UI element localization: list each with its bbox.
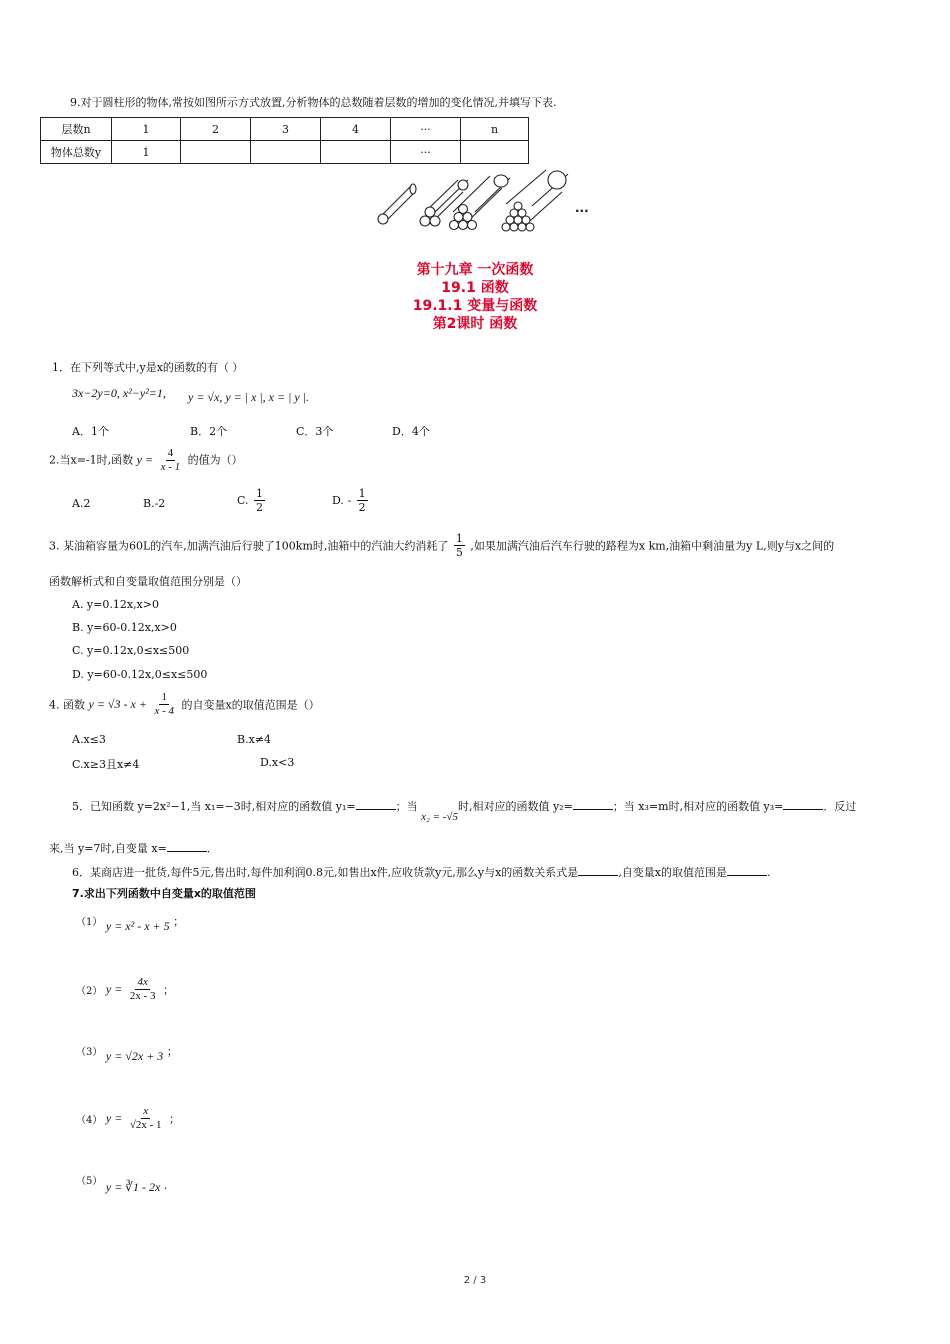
q7-item-3 [76, 1043, 178, 1063]
q2-fraction-den: x - 1 [160, 461, 181, 473]
frac-den: 2 [256, 501, 264, 514]
figure-ellipsis: ··· [575, 204, 589, 218]
table-cell [461, 141, 529, 164]
q2-option-c-label: C. [237, 494, 249, 507]
q5-line2 [49, 840, 218, 856]
frac-den: x - 4 [154, 705, 174, 717]
q5-line2-text: 来,当 y=7时,自变量 x= [49, 842, 167, 855]
q5-x2-expression: x₂ = -√5 [421, 811, 458, 823]
answer-blank[interactable] [167, 841, 207, 852]
frac-num: x [143, 1105, 149, 1117]
q9-prompt: 9.对于圆柱形的物体,常按如图所示方式放置,分析物体的总数随着层数的增加的变化情况,并填写下表. [70, 96, 557, 109]
q2-option-c [237, 488, 267, 513]
q3-line1-post: ,如果加满汽油后汽车行驶的路程为x km,油箱中剩油量为y L,则y与x之间的 [470, 539, 835, 553]
q2-fraction [159, 448, 183, 473]
q7-item-5 [76, 1172, 168, 1194]
q3-fraction [454, 533, 465, 558]
q3-option-d: D. y=60-0.12x,0≤x≤500 [72, 668, 208, 681]
q2-fraction-num: 4 [167, 447, 174, 459]
table-cell: 4 [321, 118, 391, 141]
q3-option-b: B. y=60-0.12x,x>0 [72, 621, 177, 634]
table-row [41, 118, 529, 141]
q5-line2-end: ． [206, 842, 218, 855]
item-tail: ； [162, 983, 174, 997]
q4-option-b: B.x≠4 [237, 733, 271, 746]
table-cell [321, 141, 391, 164]
item-tail: ； [173, 915, 185, 928]
q4-stem-pre: 4. 函数 [49, 698, 85, 712]
item-expression: y = √2x + 3 [105, 1049, 164, 1063]
q5-line1 [72, 798, 857, 823]
q2-option-a: A.2 [72, 497, 91, 510]
item-tail: ； [166, 1045, 178, 1058]
q4-option-c: C.x≥3且x≠4 [72, 758, 140, 771]
q7-item-4 [76, 1106, 180, 1131]
answer-blank[interactable] [783, 799, 823, 810]
frac-num: 1 [455, 532, 463, 545]
item-expression: y = x² - x + 5 [105, 919, 170, 933]
table-cell: 1 [112, 141, 181, 164]
q5-part-c: 时,相对应的函数值 y₂= [457, 800, 573, 813]
section-title: 19.1 函数 [441, 280, 509, 296]
item-fraction [128, 977, 158, 1002]
table-row [41, 141, 529, 164]
q2-option-b: B.-2 [143, 497, 166, 510]
page-number: 2 / 3 [463, 1275, 487, 1286]
q2-fn-lhs: y = [136, 452, 154, 467]
subsection-title: 19.1.1 变量与函数 [412, 298, 538, 314]
q5-part-e: ．反过 [823, 800, 857, 813]
q4-option-a: A.x≤3 [72, 733, 106, 746]
q6-text [72, 864, 771, 880]
answer-blank[interactable] [578, 865, 618, 876]
q7-item-1 [76, 913, 185, 933]
q1-option-a: A．1个 [72, 425, 109, 438]
stack-1-icon [378, 184, 416, 224]
q6-part-a: 6．某商店进一批货,每件5元,售出时,每件加利润0.8元,如售出x件,应收货款y元,那么y与x的函数关系式是 [72, 866, 579, 879]
frac-num: 1 [161, 691, 167, 703]
q6-part-b: ,自变量x的取值范围是 [618, 866, 728, 879]
table-cell: ··· [391, 141, 461, 164]
item-tail: . [163, 1179, 168, 1192]
q2-option-d-label: D. [332, 494, 344, 507]
table-cell: 物体总数y [41, 141, 112, 164]
lesson-title: 第2课时 函数 [432, 316, 518, 332]
item-label: （2） [76, 986, 103, 997]
table-cell: n [461, 118, 529, 141]
stack-4-icon [502, 170, 568, 231]
q7-item-2 [76, 977, 174, 1002]
q5-part-a: 5．已知函数 y=2x²−1,当 x₁=−3时,相对应的函数值 y₁= [72, 800, 356, 813]
q2-stem-post: 的值为（） [187, 453, 243, 467]
item-tail: ； [169, 1112, 181, 1126]
item-lhs: y = [105, 982, 123, 996]
q1-option-d: D．4个 [392, 425, 430, 438]
q3-line1 [49, 533, 834, 558]
item-fraction [128, 1106, 164, 1131]
answer-blank[interactable] [573, 799, 613, 810]
item-label: （4） [76, 1115, 103, 1126]
q2-stem [49, 448, 243, 473]
frac-num: 4x [137, 976, 148, 988]
answer-blank[interactable] [356, 799, 396, 810]
q2-option-d-minus: - [347, 494, 352, 507]
q4-stem-post: 的自变量x的取值范围是（） [181, 698, 320, 712]
frac-den: 2 [358, 501, 366, 514]
q2-option-c-frac [254, 488, 265, 513]
frac-num: 1 [256, 487, 264, 500]
item-lhs: y = [105, 1111, 123, 1125]
q4-option-d: D.x<3 [260, 756, 295, 769]
q3-line2: 函数解析式和自变量取值范围分别是（） [49, 575, 247, 588]
frac-num: 1 [358, 487, 366, 500]
q1-equations-a: 3x−2y=0, x²−y²=1, [72, 386, 166, 400]
q5-part-b: ；当 [395, 800, 418, 813]
table-cell: 3 [251, 118, 321, 141]
q4-stem [49, 692, 320, 717]
chapter-title: 第十九章 一次函数 [416, 262, 534, 278]
q1-stem: 1．在下列等式中,y是x的函数的有（ ） [52, 361, 244, 374]
q6-part-c: . [767, 866, 771, 879]
item-label: （5） [76, 1176, 103, 1187]
item-label: （3） [76, 1047, 103, 1058]
cylinder-stack-figure [370, 168, 600, 234]
q4-function: y = √3 - x + [88, 697, 147, 711]
q7-heading: 7.求出下列函数中自变量x的取值范围 [72, 887, 256, 900]
table-cell: 2 [181, 118, 251, 141]
q5-part-d: ；当 x₃=m时,相对应的函数值 y₃= [612, 800, 784, 813]
table-cell [181, 141, 251, 164]
answer-blank[interactable] [727, 865, 767, 876]
q2-option-d-frac [357, 488, 368, 513]
table-cell: 层数n [41, 118, 112, 141]
frac-den: 5 [455, 546, 463, 559]
q3-option-a: A. y=0.12x,x>0 [72, 598, 159, 611]
item-label: （1） [76, 917, 103, 928]
q2-option-d [332, 488, 370, 513]
q2-stem-pre: 2.当x=-1时,函数 [49, 453, 134, 467]
q9-table [40, 117, 529, 164]
q3-line1-pre: 3. 某油箱容量为60L的汽车,加满汽油后行驶了100km时,油箱中的汽油大约消耗了 [49, 539, 449, 553]
frac-den: 2x - 3 [129, 990, 156, 1002]
q3-option-c: C. y=0.12x,0≤x≤500 [72, 644, 190, 657]
q1-option-b: B．2个 [190, 425, 228, 438]
q1-option-c: C．3个 [296, 425, 334, 438]
q1-equations-b: y = √x, y = | x |, x = | y |. [188, 390, 310, 404]
table-cell: 1 [112, 118, 181, 141]
q4-fraction [152, 692, 176, 717]
frac-den: √2x - 1 [129, 1119, 162, 1131]
item-expression: y = ∛1 - 2x [105, 1180, 161, 1194]
table-cell [251, 141, 321, 164]
table-cell: ··· [391, 118, 461, 141]
